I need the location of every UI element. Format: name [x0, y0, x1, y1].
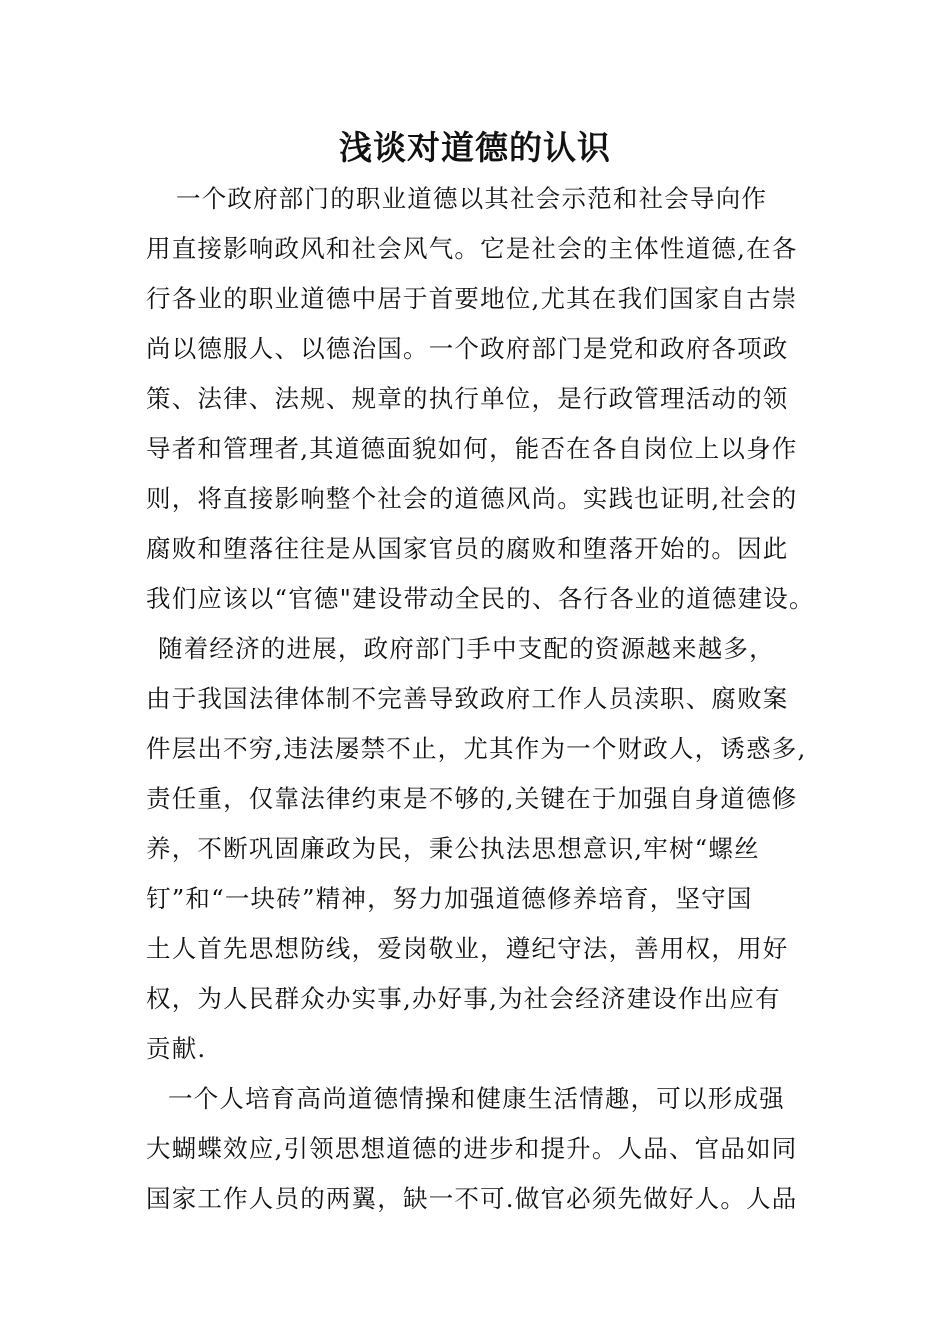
paragraph-line: 件层出不穷,违法屡禁不止，尤其作为一个财政人，诱惑多, — [146, 734, 807, 763]
paragraph-line: 责任重，仅靠法律约束是不够的,关键在于加强自身道德修 — [146, 784, 798, 813]
paragraph-line: 腐败和堕落往往是从国家官员的腐败和堕落开始的。因此 — [146, 534, 789, 563]
paragraph-line: 一个政府部门的职业道德以其社会示范和社会导向作 — [176, 184, 768, 213]
paragraph-line: 一个人培育高尚道德情操和健康生活情趣，可以形成强 — [168, 1084, 785, 1113]
paragraph-line: 我们应该以“官德"建设带动全民的、各行各业的道德建设。 — [146, 584, 815, 613]
paragraph-line: 贡献. — [146, 1034, 207, 1063]
paragraph-line: 策、法律、法规、规章的执行单位，是行政管理活动的领 — [146, 384, 789, 413]
document-title: 浅谈对道德的认识 — [339, 128, 611, 167]
paragraph-line: 尚以德服人、以德治国。一个政府部门是党和政府各项政 — [146, 334, 789, 363]
paragraph-line: 行各业的职业道德中居于首要地位,尤其在我们国家自古崇 — [146, 284, 798, 313]
paragraph-line: 由于我国法律体制不完善导致政府工作人员渎职、腐败案 — [146, 684, 789, 713]
paragraph-line: 养，不断巩固廉政为民，秉公执法思想意识,牢树“螺丝 — [146, 834, 760, 863]
paragraph-line: 大蝴蝶效应,引领思想道德的进步和提升。人品、官品如同 — [146, 1134, 798, 1163]
paragraph-line: 钉”和“一块砖”精神，努力加强道德修养培育，坚守国 — [146, 884, 753, 913]
paragraph-line: 导者和管理者,其道德面貌如何，能否在各自岗位上以身作 — [146, 434, 798, 463]
paragraph-line: 国家工作人员的两翼，缺一不可.做官必须先做好人。人品 — [146, 1184, 798, 1213]
paragraph-line: 随着经济的进展，政府部门手中支配的资源越来越多， — [158, 634, 775, 663]
paragraph-line: 土人首先思想防线，爱岗敬业，遵纪守法，善用权，用好 — [146, 934, 789, 963]
paragraph-line: 则，将直接影响整个社会的道德风尚。实践也证明,社会的 — [146, 484, 798, 513]
paragraph-line: 用直接影响政风和社会风气。它是社会的主体性道德,在各 — [146, 234, 798, 263]
paragraph-line: 权，为人民群众办实事,办好事,为社会经济建设作出应有 — [146, 984, 781, 1013]
